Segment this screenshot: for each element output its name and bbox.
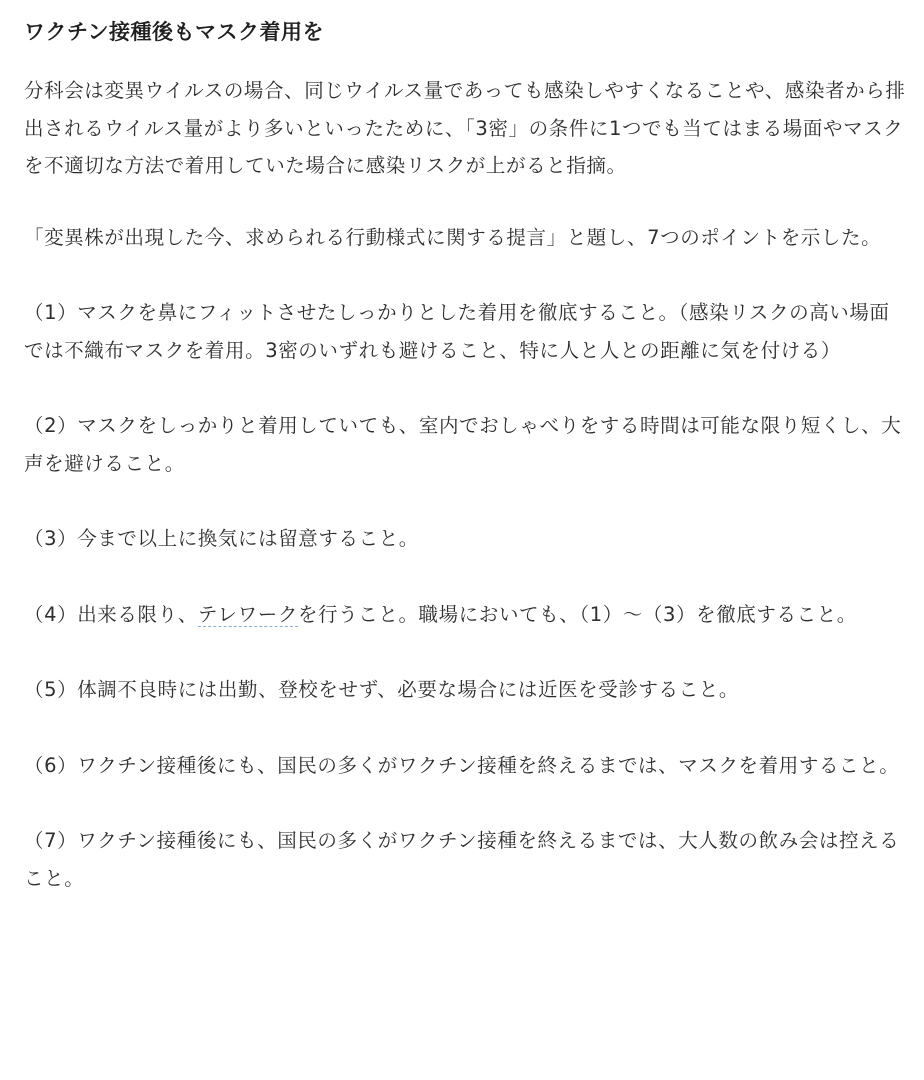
- point-4-text-before: （4）出来る限り、: [24, 602, 198, 626]
- point-4-text-after: を行うこと。職場においても、（1）～（3）を徹底すること。: [297, 602, 857, 626]
- point-2: （2）マスクをしっかりと着用していても、室内でおしゃべりをする時間は可能な限り短くし、大声を避けること。: [24, 414, 902, 475]
- intro-paragraph: 分科会は変異ウイルスの場合、同じウイルス量であっても感染しやすくなることや、感染者から排出されるウイルス量がより多いといったために、「3密」の条件に1つでも当てはまる場面やマスクを不適切な方法で着用していた場合に感染リスクが上がると指摘。: [24, 79, 906, 177]
- point-5: （5）体調不良時には出勤、登校をせず、必要な場合には近医を受診すること。: [24, 678, 739, 701]
- point-7: （7）ワクチン接種後にも、国民の多くがワクチン接種を終えるまでは、大人数の飲み会は控えること。: [24, 829, 900, 890]
- point-6: （6）ワクチン接種後にも、国民の多くがワクチン接種を終えるまでは、マスクを着用すること。: [24, 753, 900, 777]
- point-4: [24, 596, 906, 634]
- telework-link[interactable]: テレワーク: [197, 602, 298, 626]
- summary-paragraph: 「変異株が出現した今、求められる行動様式に関する提言」と題し、7つのポイントを示した。: [24, 225, 882, 249]
- point-3: （3）今まで以上に換気には留意すること。: [24, 527, 419, 550]
- point-1: （1）マスクを鼻にフィットさせたしっかりとした着用を徹底すること。（感染リスクの高い場面では不織布マスクを着用。3密のいずれも避けること、特に人と人との距離に気を付ける）: [24, 301, 890, 362]
- article-heading: ワクチン接種後もマスク着用を: [24, 20, 324, 44]
